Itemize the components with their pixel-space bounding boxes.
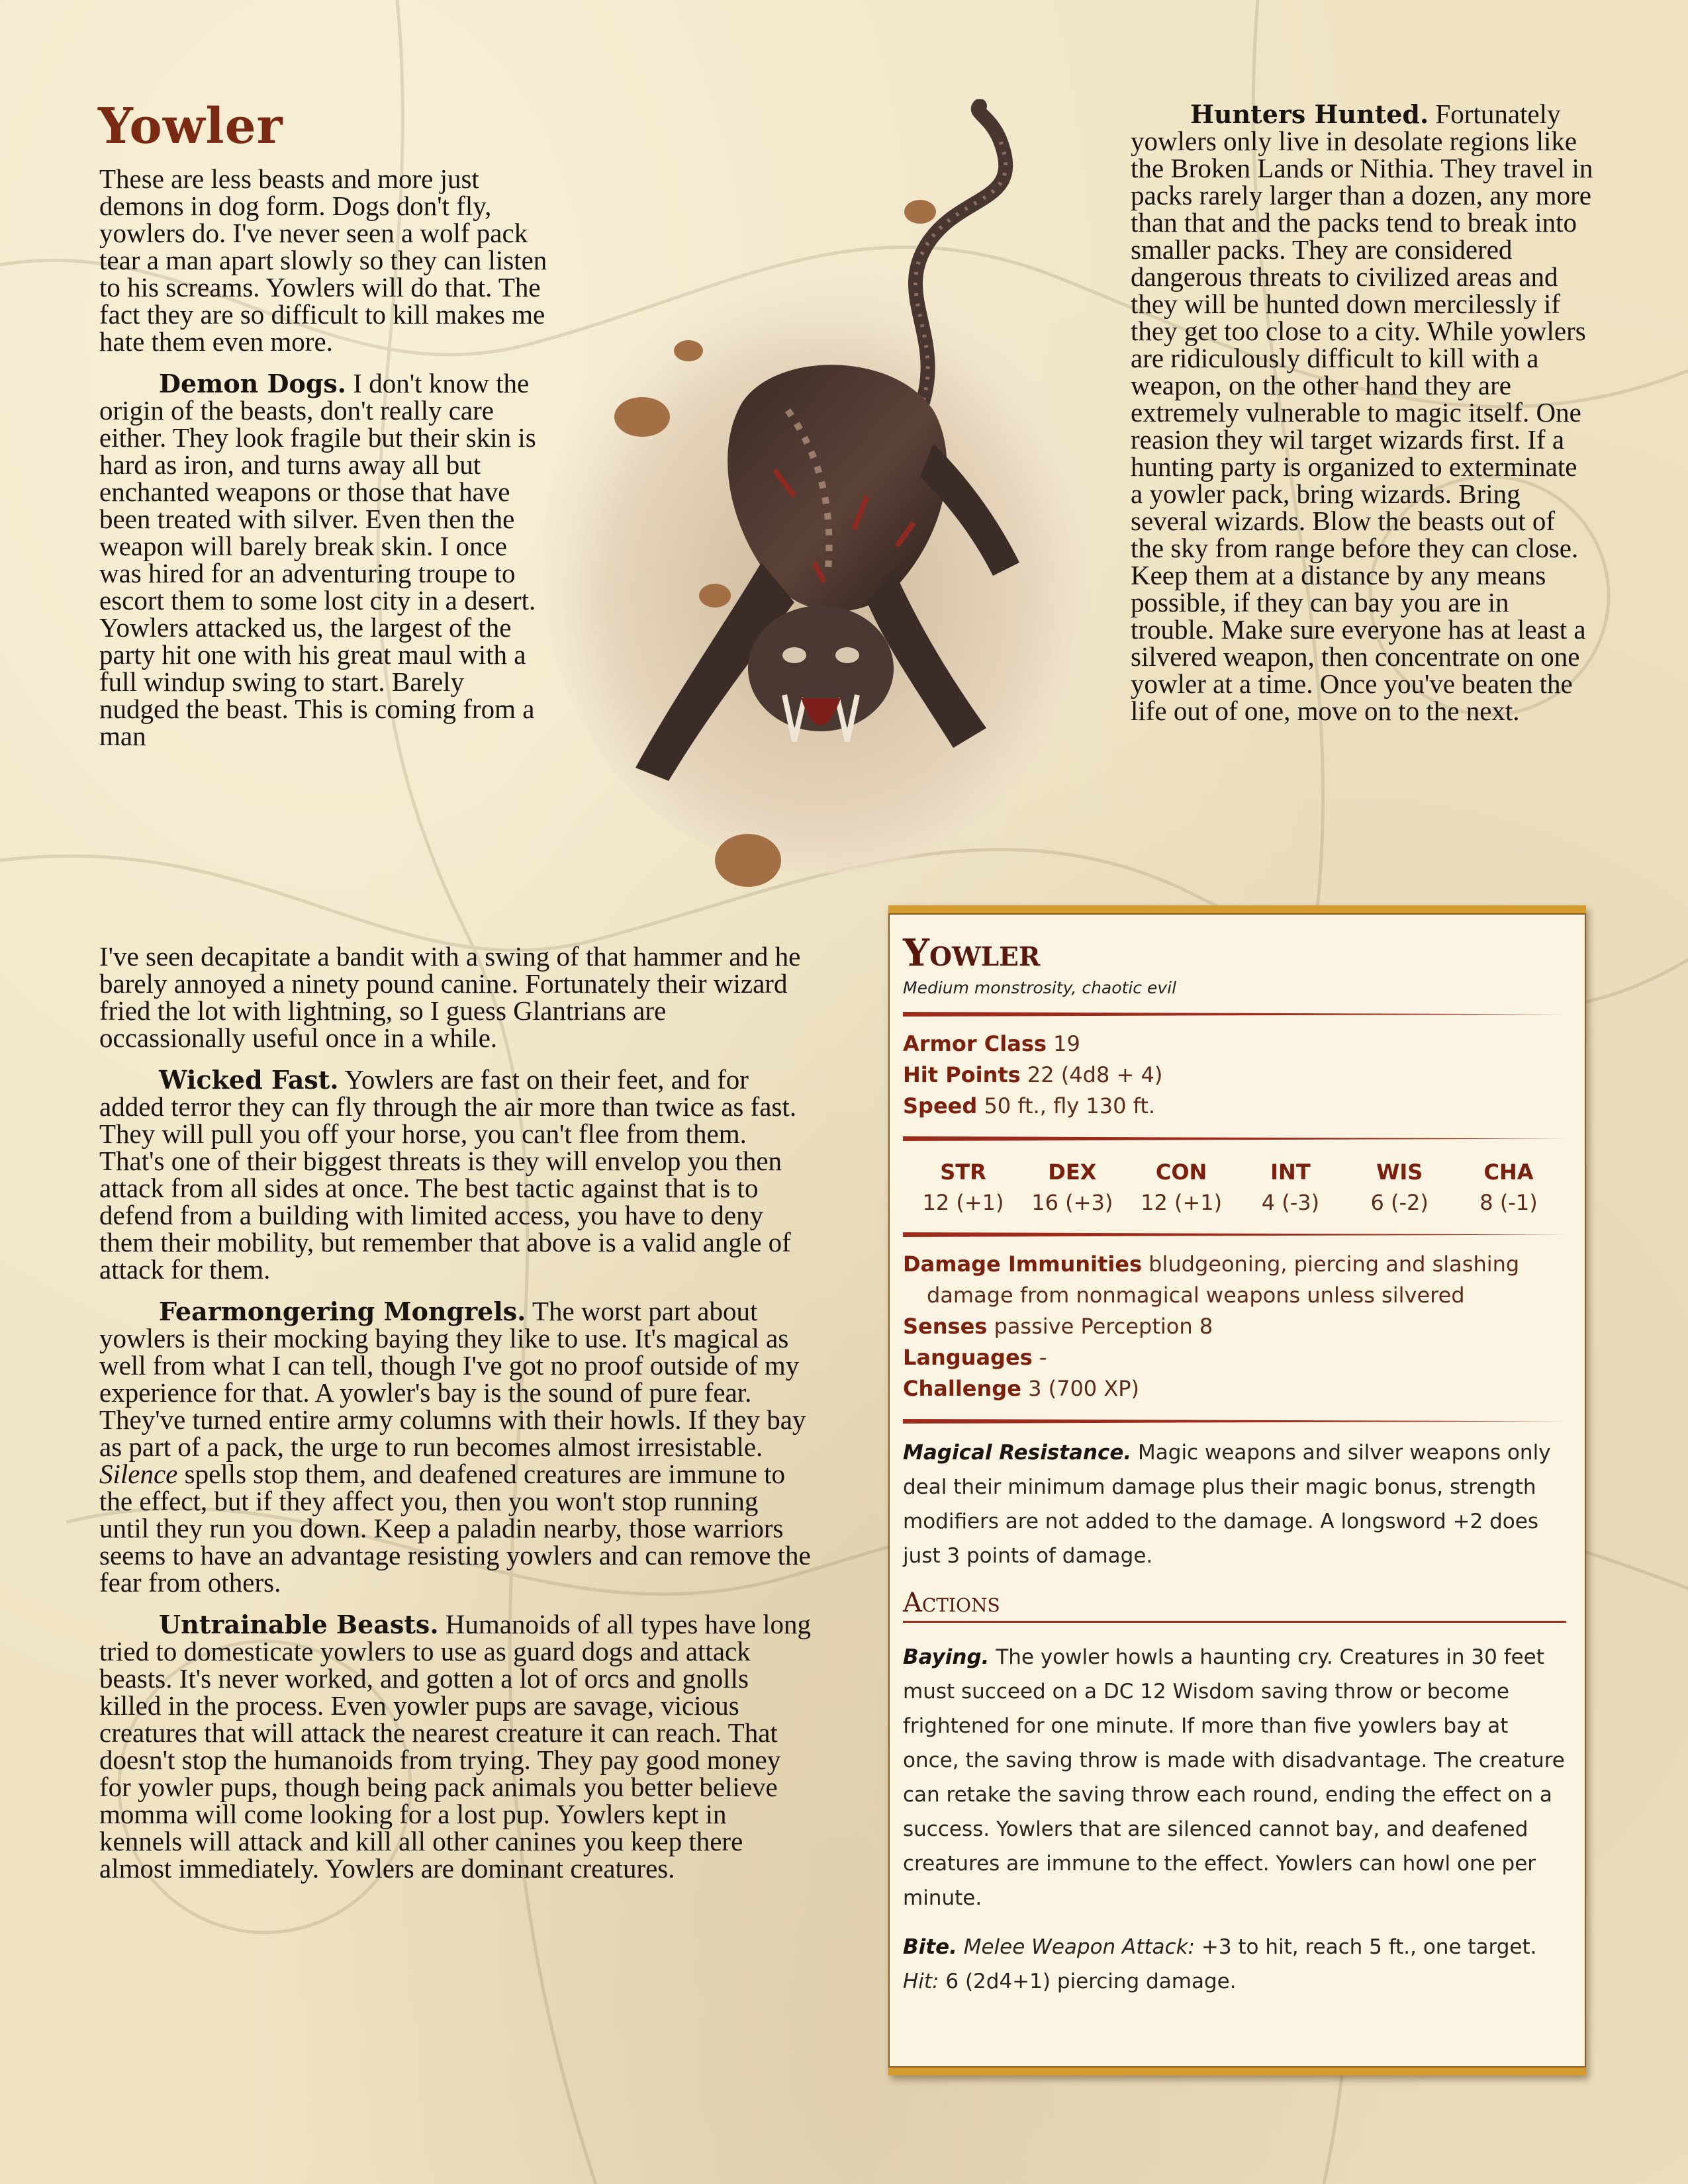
section-hunters-hunted (1131, 101, 1594, 725)
ability-str: STR 12 (+1) (922, 1160, 1004, 1215)
section-text: I don't know the origin of the beasts, don't really care either. They look fragile but their skin is hard as iron, and turns away all but enchanted weapons or those that have been treated with silver. Even then the weapon will barely break skin. I once was hired for an adventuring troupe to escort them to some lost city in a desert. Yowlers attacked us, the largest of the party hit one with his great maul with a full windup swing to start. Barely nudged the beast. This is coming from a man (99, 368, 536, 751)
yowler-illustration (523, 99, 1119, 907)
ability-con: CON 12 (+1) (1141, 1160, 1223, 1215)
right-column-top (1131, 101, 1594, 739)
page-title: Yowler (98, 98, 283, 155)
section-heading: Demon Dogs. (159, 369, 347, 398)
section-text: Fortunately yowlers only live in desolate regions like the Broken Lands or Nithia. They travel in packs rarely larger than a dozen, any more than that and the packs tend to break into smaller packs. They are considered dangerous threats to civilized areas and they will be hunted down mercilessly if they get too close to a city. While yowlers are ridiculously difficult to kill with a weapon, on the other hand they are extremely vulnerable to magic itself. One reasion they wil target wizards first. If a hunting party is organized to exterminate a yowler pack, bring wizards. Bring several wizards. Blow the beasts out of the sky from range before they can close. Keep them at a distance by any means possible, if they can bay you are in trouble. Make sure everyone has at least a silvered weapon, then concentrate on one yowler at a time. Once you've beaten the life out of one, move on to the next. (1131, 99, 1593, 726)
actions-heading: Actions (903, 1588, 1000, 1618)
section-text: Humanoids of all types have long tried to domesticate yowlers to use as guard dogs and attack beasts. It's never worked, and gotten a lot of orcs and gnolls killed in the process. Even yowler pups are savage, vicious creatures that will attack the nearest creature it can reach. That doesn't stop the humanoids from trying. They pay good money for yowler pups, though being pack animals you better believe momma will come looking for a lost pup. Yowlers kept in kennels will attack and kill all other canines you keep there almost immediately. Yowlers are dominant creatures. (99, 1609, 812, 1884)
hit-points: Hit Points 22 (4d8 + 4) (903, 1062, 1163, 1087)
section-fearmongering-mongrels (99, 1298, 814, 1596)
trait-magical-resistance: Magical Resistance. Magic weapons and silver weapons only deal their minimum damage plus their magic bonus, strength modifiers are not added to the damage. A longsword +2 does just 3 points of damage. (903, 1441, 1551, 1568)
action-baying: Baying. The yowler howls a haunting cry. Creatures in 30 feet must succeed on a DC 12 Wisdom saving throw or become frightened for one minute. If more than five yowlers bay at once, the saving throw is made with disadvantage. The creature can retake the saving throw each round, ending the effect on a success. Yowlers that are silenced cannot bay, and deafened creatures are immune to the effect. Yowlers can howl one per minute. (903, 1645, 1565, 1910)
divider (903, 1232, 1566, 1237)
languages: Languages - (903, 1345, 1047, 1370)
stat-block (888, 905, 1586, 2075)
damage-immunities: Damage Immunities bludgeoning, piercing and slashing damage from nonmagical weapons unless silvered (903, 1251, 1520, 1308)
speed: Speed 50 ft., fly 130 ft. (903, 1093, 1156, 1118)
divider (903, 1621, 1566, 1623)
stat-block-name: Yowler (903, 931, 1041, 975)
section-heading: Hunters Hunted. (1190, 99, 1429, 129)
armor-class: Armor Class 19 (903, 1031, 1080, 1056)
section-wicked-fast (99, 1066, 814, 1283)
left-column-top (99, 165, 549, 764)
ability-scores (903, 1153, 1566, 1218)
action-bite: Bite. Melee Weapon Attack: +3 to hit, reach 5 ft., one target. Hit: 6 (2d4+1) piercing damage. (903, 1935, 1537, 1993)
ability-wis: WIS 6 (-2) (1370, 1160, 1429, 1215)
intro-paragraph: These are less beasts and more just demons in dog form. Dogs don't fly, yowlers do. I've never seen a wolf pack tear a man apart slowly so they can listen to his screams. Yowlers will do that. The fact they are so difficult to kill makes me hate them even more. (99, 163, 547, 357)
section-untrainable-beasts (99, 1611, 814, 1882)
section-demon-dogs (99, 370, 549, 750)
section-continued: I've seen decapitate a bandit with a swing of that hammer and he barely annoyed a ninety pound canine. Fortunately their wizard fried the lot with lightning, so I guess Glantrians are occassionally useful once in a while. (99, 941, 801, 1053)
divider (903, 1419, 1566, 1424)
section-heading: Untrainable Beasts. (159, 1610, 439, 1639)
section-heading: Fearmongering Mongrels. (159, 1297, 526, 1326)
ability-int: INT 4 (-3) (1261, 1160, 1320, 1215)
section-text: Yowlers are fast on their feet, and for added terror they can fly through the air more than twice as fast. They will pull you off your horse, you can't flee from them. That's one of their biggest threats is they will envelop you then attack from all sides at once. The best tactic against that is to defend from a building with limited access, you have to deny them their mobility, but remember that above is a valid angle of attack for them. (99, 1064, 797, 1285)
senses: Senses passive Perception 8 (903, 1314, 1213, 1339)
challenge: Challenge 3 (700 XP) (903, 1376, 1140, 1401)
section-text: spells stop them, and deafened creatures are immune to the effect, but if they affect you, then you won't stop running until they run you down. Keep a paladin nearby, those warriors seems to have an advantage resisting yowlers and can remove the fear from others. (99, 1459, 811, 1598)
ability-cha: CHA 8 (-1) (1479, 1160, 1538, 1215)
divider (903, 1012, 1566, 1017)
left-column-bottom (99, 943, 814, 1897)
ability-dex: DEX 16 (+3) (1031, 1160, 1113, 1215)
section-heading: Wicked Fast. (159, 1065, 339, 1095)
section-text: The worst part about yowlers is their mocking baying they like to use. It's magical as well from what I can tell, though I've got no proof outside of my experience for that. A yowler's bay is the sound of pure fear. They've turned entire army columns with their howls. If they bay as part of a pack, the urge to run becomes almost irresistable. (99, 1296, 806, 1462)
divider (903, 1136, 1566, 1141)
stat-block-type: Medium monstrosity, chaotic evil (903, 978, 1177, 997)
spell-name: Silence (99, 1459, 178, 1489)
